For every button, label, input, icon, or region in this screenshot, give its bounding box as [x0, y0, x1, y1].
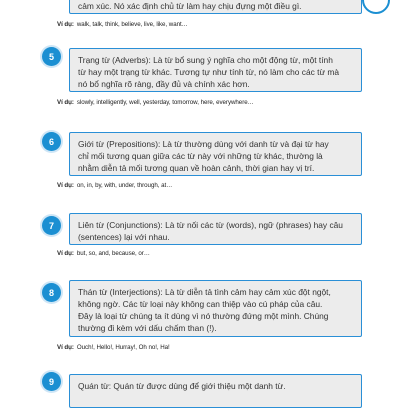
example-line — [57, 249, 377, 258]
definition-line: Liên từ (Conjunctions): Là từ nối các từ (words), ngữ (phrases) hay câu — [78, 220, 343, 230]
definition-line: nó bổ nghĩa rõ ràng, đầy đủ và chính xác hơn. — [78, 79, 250, 89]
example-label: Ví dụ: — [57, 182, 74, 189]
definition-line: không ngờ. Các từ loại này không can thiệp vào cú pháp của câu. — [78, 299, 323, 309]
example-text: Ouch!, Hello!, Hurray!, Oh no!, Ha! — [76, 344, 170, 351]
example-label: Ví dụ: — [57, 250, 74, 257]
section-number-badge: 6 — [42, 132, 61, 151]
definition-line: thường đi kèm với dấu chấm than (!). — [78, 323, 217, 333]
definition-line: từ hay một trạng từ khác. Tương tự như tính từ, nó làm cho các từ mà — [78, 67, 340, 77]
definition-line: Giới từ (Prepositions): Là từ thường dùng với danh từ và đại từ hay — [78, 139, 329, 149]
example-label: Ví dụ: — [57, 99, 74, 106]
definition-line: (sentences) lại với nhau. — [78, 232, 170, 242]
definition-card-4-continued — [69, 0, 362, 14]
page-corner-circle — [362, 0, 390, 14]
section-number-badge: 9 — [42, 372, 61, 391]
definition-card-prepositions — [69, 132, 362, 176]
definition-line: Đây là loại từ chúng ta ít dùng vì nó thường đứng một mình. Chúng — [78, 311, 329, 321]
example-line — [57, 20, 377, 29]
example-label: Ví dụ: — [57, 21, 74, 28]
definition-line: Thán từ (Interjections): Là từ diễn tả tình cảm hay cảm xúc đột ngột, — [78, 287, 331, 297]
definition-card-interjections — [69, 280, 362, 337]
definition-line: chỉ mối tương quan giữa các từ này với những từ khác, thường là — [78, 151, 323, 161]
example-text: on, in, by, with, under, through, at… — [76, 182, 173, 189]
definition-card-conjunctions — [69, 213, 362, 245]
definition-card-articles — [69, 374, 362, 408]
example-line — [57, 98, 377, 107]
example-line — [57, 181, 377, 190]
example-text: walk, talk, think, believe, live, like, want… — [76, 21, 188, 28]
example-text: slowly, intelligently, well, yesterday, tomorrow, here, everywhere… — [76, 99, 254, 106]
definition-line: nhằm diễn tả mối tương quan về hoàn cảnh, thời gian hay vị trí. — [78, 163, 315, 173]
definition-card-adverbs — [69, 48, 362, 92]
section-number-badge: 8 — [42, 283, 61, 302]
example-label: Ví dụ: — [57, 344, 74, 351]
section-number-badge: 5 — [42, 47, 61, 66]
definition-line: Trạng từ (Adverbs): Là từ bổ sung ý nghĩa cho một động từ, một tính — [78, 55, 333, 65]
definition-line: Quán từ: Quán từ được dùng để giới thiệu một danh từ. — [78, 381, 286, 391]
example-text: but, so, and, because, or… — [76, 250, 150, 257]
definition-line: cảm xúc. Nó xác định chủ từ làm hay chịu đựng một điều gì. — [78, 1, 302, 11]
section-number-badge: 7 — [42, 216, 61, 235]
example-line — [57, 343, 377, 352]
